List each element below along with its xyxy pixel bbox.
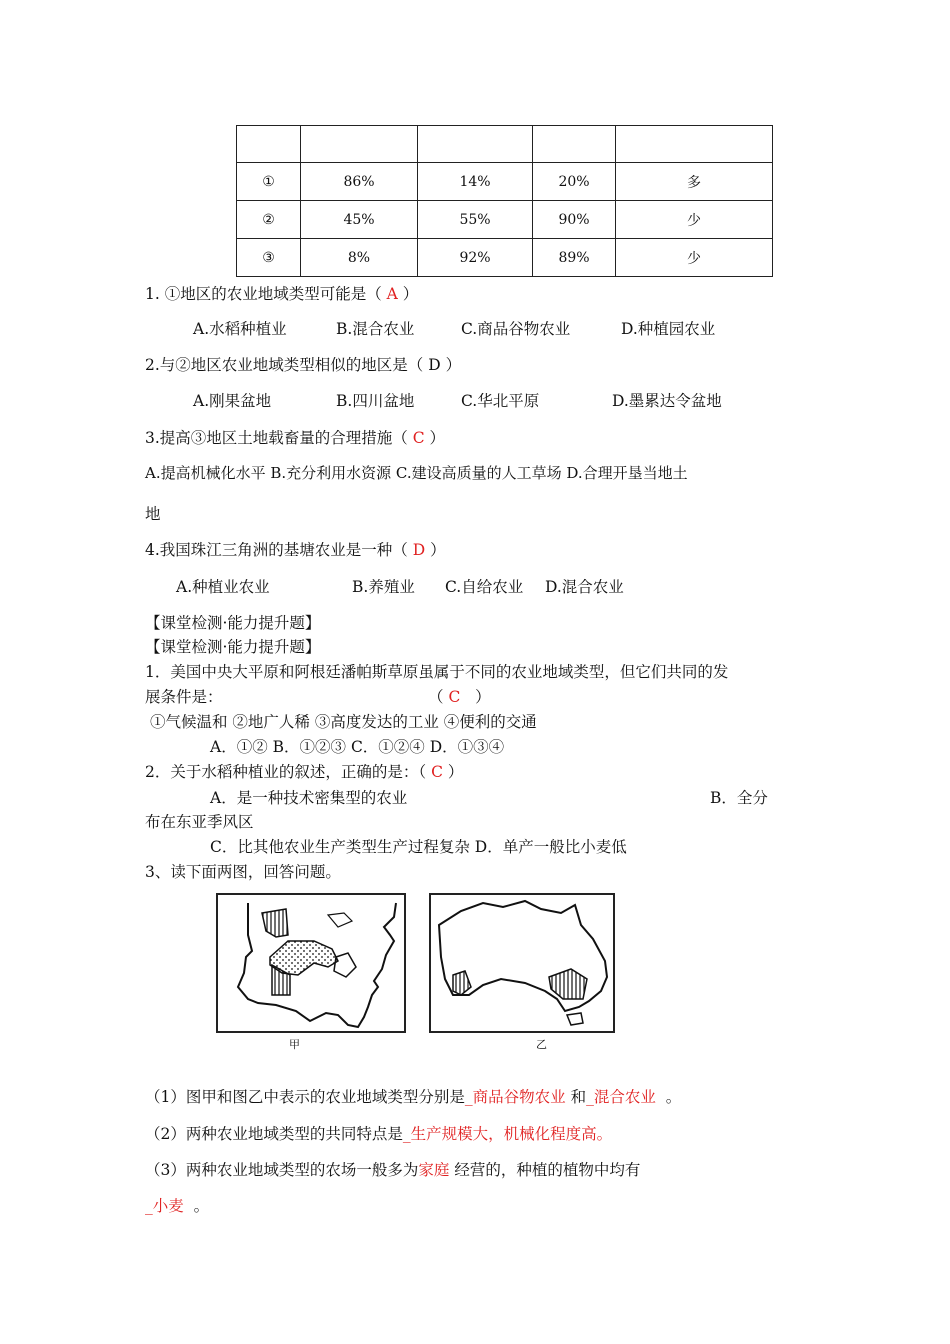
- answer-3: [145, 1158, 640, 1180]
- q2-option-b: B.四川盆地: [336, 392, 415, 410]
- q3-options-wrap: 地: [145, 505, 161, 523]
- q2-option-d: D.墨累达令盆地: [612, 392, 722, 410]
- map-australia: [429, 893, 615, 1033]
- q1-option-c: C.商品谷物农业: [461, 320, 571, 338]
- answer-prefix: （2）两种农业地域类型的共同特点是: [145, 1125, 403, 1143]
- answer-conjunction: 和: [570, 1088, 587, 1106]
- table-row: [237, 163, 773, 201]
- table-cell: [418, 126, 533, 163]
- q1-option-d: D.种植园农业: [621, 320, 716, 338]
- p2-q2-option-a: A．是一种技术密集型的农业: [210, 789, 408, 807]
- answer: D: [428, 356, 441, 374]
- table-cell: 多: [616, 163, 773, 201]
- table-cell: 20%: [533, 163, 616, 201]
- bracket: ）: [430, 541, 446, 559]
- answer: C: [412, 429, 425, 447]
- table-row: [237, 126, 773, 163]
- table-cell: [616, 126, 773, 163]
- table-cell: 少: [616, 201, 773, 239]
- q3-options: A.提高机械化水平 B.充分利用水资源 C.建设高质量的人工草场 D.合理开垦当地土: [145, 464, 688, 482]
- table-cell: 55%: [418, 201, 533, 239]
- bracket: ）: [402, 285, 419, 303]
- answer-fill: _商品谷物农业: [464, 1088, 566, 1106]
- question-text: 2.与②地区农业地域类型相似的地区是（: [145, 356, 424, 374]
- q2-option-a: A.刚果盆地: [193, 392, 272, 410]
- p2-q2-wrap: 布在东亚季风区: [145, 813, 254, 831]
- answer: A: [386, 285, 398, 303]
- p2-q1-items: ①气候温和 ②地广人稀 ③高度发达的工业 ④便利的交通: [150, 713, 537, 731]
- p2-question-3: 3、读下面两图，回答问题。: [145, 863, 341, 881]
- table-row: [237, 201, 773, 239]
- answer-fill: _小麦: [145, 1197, 184, 1215]
- question-text: 展条件是：: [145, 688, 223, 706]
- usa-outline: [218, 895, 404, 1031]
- answer-prefix: （3）两种农业地域类型的农场一般多为: [145, 1161, 419, 1179]
- answer: D: [412, 541, 426, 559]
- bracket: ）: [429, 429, 446, 447]
- p2-q2-option-b: B．全分: [710, 789, 768, 807]
- section-title: 【课堂检测·能力提升题】: [145, 638, 321, 656]
- map-caption-jia: 甲: [289, 1038, 300, 1051]
- q1-option-b: B.混合农业: [336, 320, 415, 338]
- table-cell: 14%: [418, 163, 533, 201]
- table-cell: [301, 126, 418, 163]
- table-cell: 45%: [301, 201, 418, 239]
- question-2: [145, 353, 461, 375]
- p2-q1-line1: 1．美国中央大平原和阿根廷潘帕斯草原虽属于不同的农业地域类型，但它们共同的发: [145, 663, 729, 681]
- table-cell: 8%: [301, 239, 418, 277]
- q4-option-b: B.养殖业: [352, 578, 415, 596]
- answer: C: [448, 688, 461, 706]
- p2-q1-line2: [145, 685, 223, 707]
- table-row: [237, 239, 773, 277]
- section-title: 【课堂检测·能力提升题】: [145, 614, 321, 632]
- answer: C: [431, 763, 443, 781]
- map-caption-yi: 乙: [536, 1038, 547, 1051]
- table-cell: 92%: [418, 239, 533, 277]
- question-text: 1. ①地区的农业地域类型可能是（: [145, 285, 382, 303]
- table-cell: 86%: [301, 163, 418, 201]
- bracket: ）: [445, 356, 462, 374]
- table-cell: 89%: [533, 239, 616, 277]
- table-cell: 少: [616, 239, 773, 277]
- answer-1: [145, 1085, 681, 1107]
- p2-question-2: [145, 760, 463, 782]
- answer-prefix: （1）图甲和图乙中表示的农业地域类型分别是: [145, 1088, 465, 1106]
- australia-outline: [431, 895, 613, 1031]
- q2-option-c: C.华北平原: [461, 392, 540, 410]
- question-text: 3.提高③地区土地载畜量的合理措施（: [145, 429, 408, 447]
- question-1: [145, 282, 418, 304]
- q1-option-a: A.水稻种植业: [193, 320, 287, 338]
- table-cell: [237, 126, 301, 163]
- bracket: ）: [447, 763, 464, 781]
- q4-option-a: A.种植业农业: [176, 578, 270, 596]
- q4-option-c: C.自给农业: [445, 578, 524, 596]
- question-4: [145, 538, 446, 560]
- answer-end: 。: [665, 1088, 682, 1106]
- q4-option-d: D.混合农业: [545, 578, 624, 596]
- answer-fill: _生产规模大，机械化程度高。: [402, 1125, 613, 1143]
- map-usa: [216, 893, 406, 1033]
- data-table: [236, 125, 773, 277]
- answer-end: 。: [193, 1197, 210, 1215]
- p2-q1-options: A．①② B．①②③ C．①②④ D．①③④: [210, 738, 505, 756]
- p2-q2-options-cd: C．比其他农业生产类型生产过程复杂 D．单产一般比小麦低: [210, 838, 627, 856]
- table-cell: [533, 126, 616, 163]
- answer-3-wrap: [145, 1194, 209, 1216]
- table-cell: ①: [237, 163, 301, 201]
- question-3: [145, 426, 445, 448]
- answer-suffix: 经营的，种植的植物中均有: [454, 1161, 641, 1179]
- table-cell: ③: [237, 239, 301, 277]
- p2-q1-answer-bracket: （ C ）: [428, 688, 491, 706]
- answer-2: [145, 1122, 612, 1144]
- table-cell: ②: [237, 201, 301, 239]
- question-text: 2．关于水稻种植业的叙述，正确的是：（: [145, 763, 427, 781]
- question-text: 4.我国珠江三角洲的基塘农业是一种（: [145, 541, 408, 559]
- answer-fill: _混合农业: [586, 1088, 656, 1106]
- table-cell: 90%: [533, 201, 616, 239]
- answer-fill: 家庭: [418, 1161, 450, 1179]
